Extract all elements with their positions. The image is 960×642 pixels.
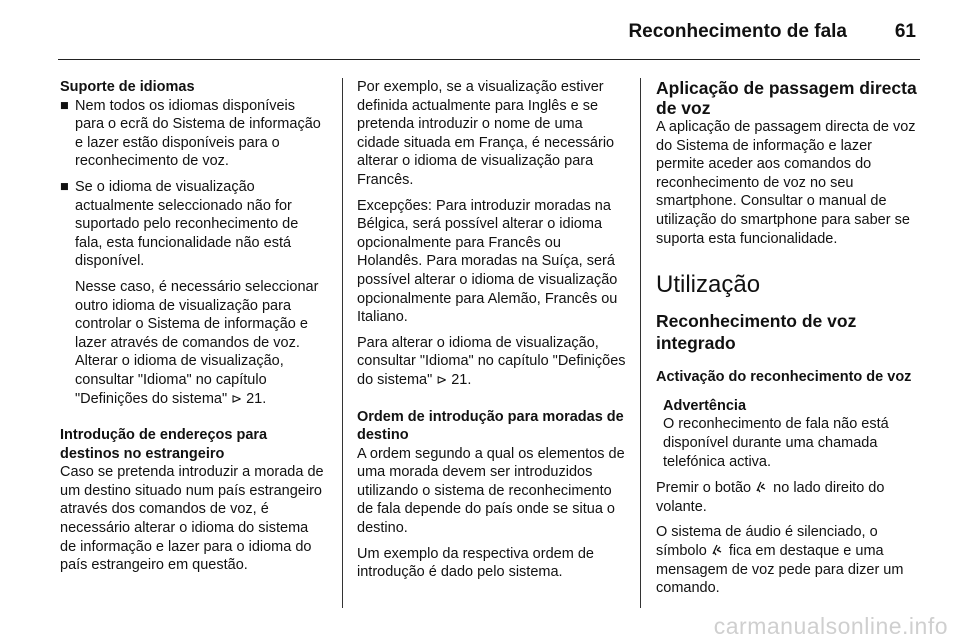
header-title: Reconhecimento de fala [628,21,847,42]
page-reference-arrow-icon: ⊳ [231,390,243,406]
heading-reconhecimento-integrado: Reconhecimento de voz integrado [656,311,857,354]
warning-title: Advertência [663,397,747,414]
column-3 [656,78,924,605]
heading-introducao-enderecos: Introdução de endereços para destinos no estrangeiro [60,427,268,462]
voice-command-icon [711,543,725,559]
paragraph: Um exemplo da respectiva ordem de introdução é dado pelo sistema. [357,545,594,581]
paragraph: A ordem segundo a qual os elementos de uma morada devem ser introduzidos utilizando o sistema de reconhecimento de fala depende do país onde se situa o destino. [357,445,625,537]
column-divider-1 [342,78,343,608]
column-2 [357,78,627,589]
bullet-text: Nem todos os idiomas disponíveis para o ecrã do Sistema de informação e lazer estão disponíveis para o reconhecimento de voz. [75,97,321,170]
bullet-text: Se o idioma de visualização actualmente seleccionado não for suportado pelo reconhecimento de fala, esta funcionalidade não está disponível. [75,178,299,270]
page-reference-link[interactable]: 21. [246,390,267,407]
paragraph-text: Para alterar o idioma de visualização, consultar "Idioma" no capítulo "Definições do sistema" [357,334,626,388]
page-reference-link[interactable]: 21. [451,371,472,388]
bullet-continuation-text: Nesse caso, é necessário seleccionar outro idioma de visualização para controlar o Sistema de informação e lazer através de comandos de voz. Alterar o idioma de visualização, consultar "Idioma" no capítulo "Definições do sistema" [75,278,319,407]
heading-aplicacao-passagem: Aplicação de passagem directa de voz [656,78,917,118]
header-divider [58,59,920,60]
column-divider-2 [640,78,641,608]
column-1 [60,78,326,582]
watermark: carmanualsonline.info [713,613,948,639]
paragraph [656,479,924,516]
paragraph: A aplicação de passagem directa de voz do Sistema de informação e lazer permite aceder aos comandos do reconhecimento de voz no seu smartphone. Consultar o manual de utilização do smartphone para saber se suporta esta funcionalidade. [656,119,916,247]
paragraph-text: O sistema de áudio é silenciado, o símbolo [656,524,878,559]
section-title-utilizacao: Utilização [656,271,761,299]
paragraph: Por exemplo, se a visualização estiver definida actualmente para Inglês e se pretenda introduzir o nome de uma cidade situada em França, é necessário alterar o idioma de visualização para Francês. [357,79,615,188]
heading-ordem-introducao: Ordem de introdução para moradas de destino [357,408,624,444]
heading-activacao: Activação do reconhecimento de voz [656,369,912,386]
paragraph [656,523,924,597]
bullet-continuation [60,278,326,408]
voice-command-icon [755,480,769,496]
list-item [60,178,326,271]
paragraph-text: Premir o botão [656,480,752,497]
bullet-square-icon: ■ [60,178,69,195]
paragraph: Caso se pretenda introduzir a morada de um destino situado num país estrangeiro através dos comandos de voz, é necessário alterar o idioma do sistema de informação e lazer para o idioma do país estrangeiro em questão. [60,464,324,574]
paragraph: Excepções: Para introduzir moradas na Bélgica, será possível alterar o idioma opcionalmente para Francês ou Holandês. Para moradas na Suíça, será possível alterar o idioma de visualização opcionalmente para Alemão, Francês ou Italiano. [357,197,618,326]
warning-text: O reconhecimento de fala não está disponível durante uma chamada telefónica activa. [663,416,889,470]
heading-suporte-idiomas: Suporte de idiomas [60,79,195,95]
bullet-square-icon: ■ [60,97,69,114]
paragraph-with-reference [357,334,627,390]
page-number: 61 [894,21,916,42]
page-reference-arrow-icon: ⊳ [436,371,448,387]
paragraph-text: no lado direito do volante. [656,480,885,515]
list-item [60,97,326,171]
paragraph-text: fica em destaque e uma mensagem de voz pede para dizer um comando. [656,542,904,597]
